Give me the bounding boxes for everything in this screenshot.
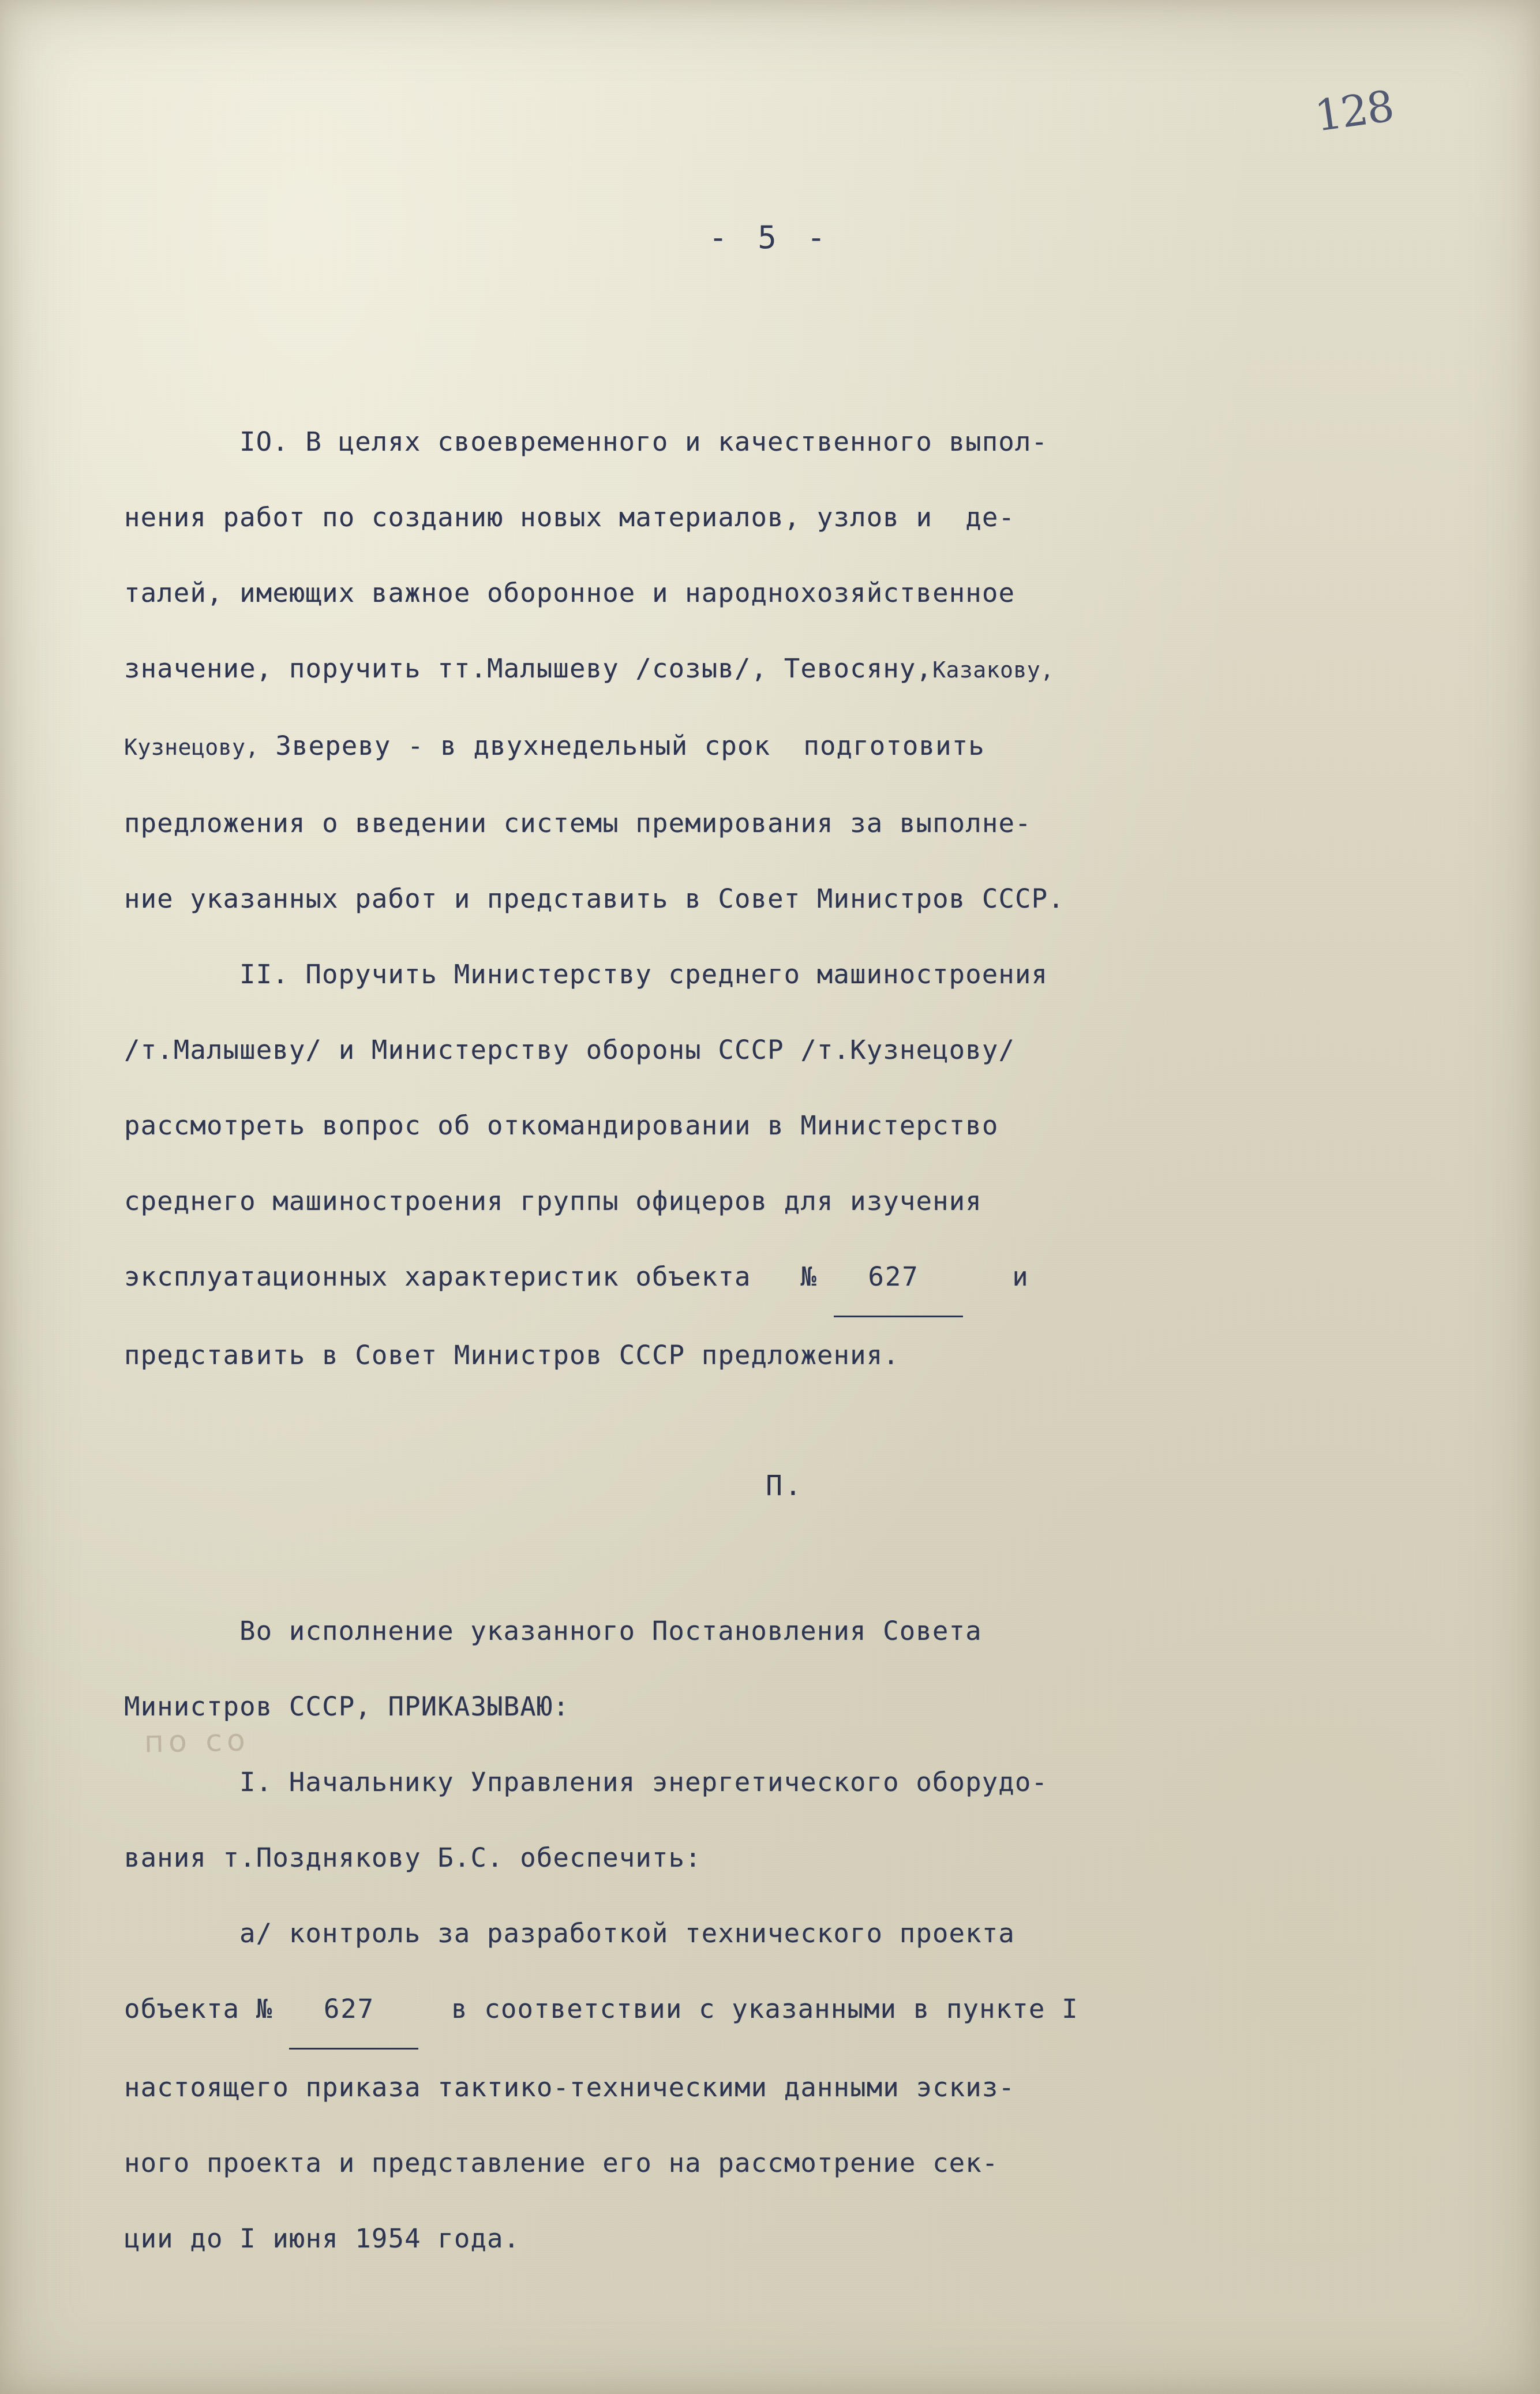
paragraph-item-11-line-1: II. Поручить Министерству среднего машиностроения xyxy=(239,959,1048,990)
inserted-name-kuznetsovu: Кузнецову, xyxy=(124,735,259,760)
paragraph-item-11 xyxy=(124,936,1445,1393)
paragraph-item-11-line-5: эксплуатационных характеристик объекта № xyxy=(124,1261,834,1292)
object-number-fill-in-item-1a: 627 xyxy=(289,1971,418,2050)
paragraph-item-11-line-4: среднего машиностроения группы офицеров для изучения xyxy=(124,1186,982,1216)
inserted-name-kazakovu: Казакову, xyxy=(932,657,1054,683)
paragraph-item-10-line-6: предложения о введении системы премирования за выполне- xyxy=(124,808,1032,838)
section-marker-part-two: П. xyxy=(766,1470,804,1502)
paragraph-item-10-line-5: Звереву - в двухнедельный срок подготовить xyxy=(258,730,985,761)
paragraph-item-10-line-2: нения работ по созданию новых материалов, узлов и де- xyxy=(124,502,1016,533)
handwritten-archival-page-number: 128 xyxy=(1312,81,1396,141)
object-number-fill-in-item-11: 627 xyxy=(834,1239,963,1317)
document-body xyxy=(124,404,1445,2276)
paragraph-item-1a-line-5: ции до I июня 1954 года. xyxy=(124,2223,520,2254)
paragraph-item-1-line-2: вания т.Позднякову Б.С. обеспечить: xyxy=(124,1842,702,1873)
paragraph-item-1a-line-2: объекта № xyxy=(124,1994,289,2024)
paragraph-item-1a-line-1: а/ контроль за разработкой технического проекта xyxy=(239,1918,1015,1949)
section-spacer xyxy=(124,1524,1445,1593)
paragraph-item-11-line-2: /т.Малышеву/ и Министерству обороны СССР /т.Кузнецову/ xyxy=(124,1035,1016,1065)
paragraph-item-11-line-6: представить в Совет Министров СССР предложения. xyxy=(124,1340,900,1370)
paragraph-item-1a-line-3: настоящего приказа тактико-техническими данными эскиз- xyxy=(124,2072,1016,2103)
paragraph-item-10-line-4: значение, поручить тт.Малышеву /созыв/, Тевосяну, xyxy=(124,653,933,684)
paragraph-item-10-line-7: ние указанных работ и представить в Совет Министров СССР. xyxy=(124,883,1065,914)
paragraph-item-1-line-1: I. Начальнику Управления энергетического оборудо- xyxy=(239,1767,1048,1797)
page-folio-label: - 5 - xyxy=(709,219,831,256)
paragraph-item-10-line-1: IO. В целях своевременного и качественного выпол- xyxy=(239,426,1048,457)
paragraph-part-2-intro xyxy=(124,1593,1445,1744)
paragraph-item-10 xyxy=(124,404,1445,936)
paragraph-item-10-line-3: талей, имеющих важное оборонное и народнохозяйственное xyxy=(124,578,1016,608)
paragraph-part-2-intro-line-2: Министров СССР, ПРИКАЗЫВАЮ: xyxy=(124,1691,570,1722)
paragraph-part-2-intro-line-1: Во исполнение указанного Постановления Совета xyxy=(239,1616,982,1646)
paragraph-item-1a-line-2-tail: в соответствии с указанными в пункте I xyxy=(418,1994,1078,2024)
paragraph-item-1a xyxy=(124,1895,1445,2276)
paragraph-item-1a-line-4: ного проекта и представление его на рассмотрение сек- xyxy=(124,2148,999,2178)
section-spacer xyxy=(124,1393,1445,1448)
faint-background-stamp: по со xyxy=(144,1723,250,1760)
paragraph-item-1 xyxy=(124,1744,1445,1895)
paragraph-item-11-line-3: рассмотреть вопрос об откомандировании в Министерство xyxy=(124,1110,999,1141)
paragraph-item-11-line-5-tail: и xyxy=(962,1261,1029,1292)
